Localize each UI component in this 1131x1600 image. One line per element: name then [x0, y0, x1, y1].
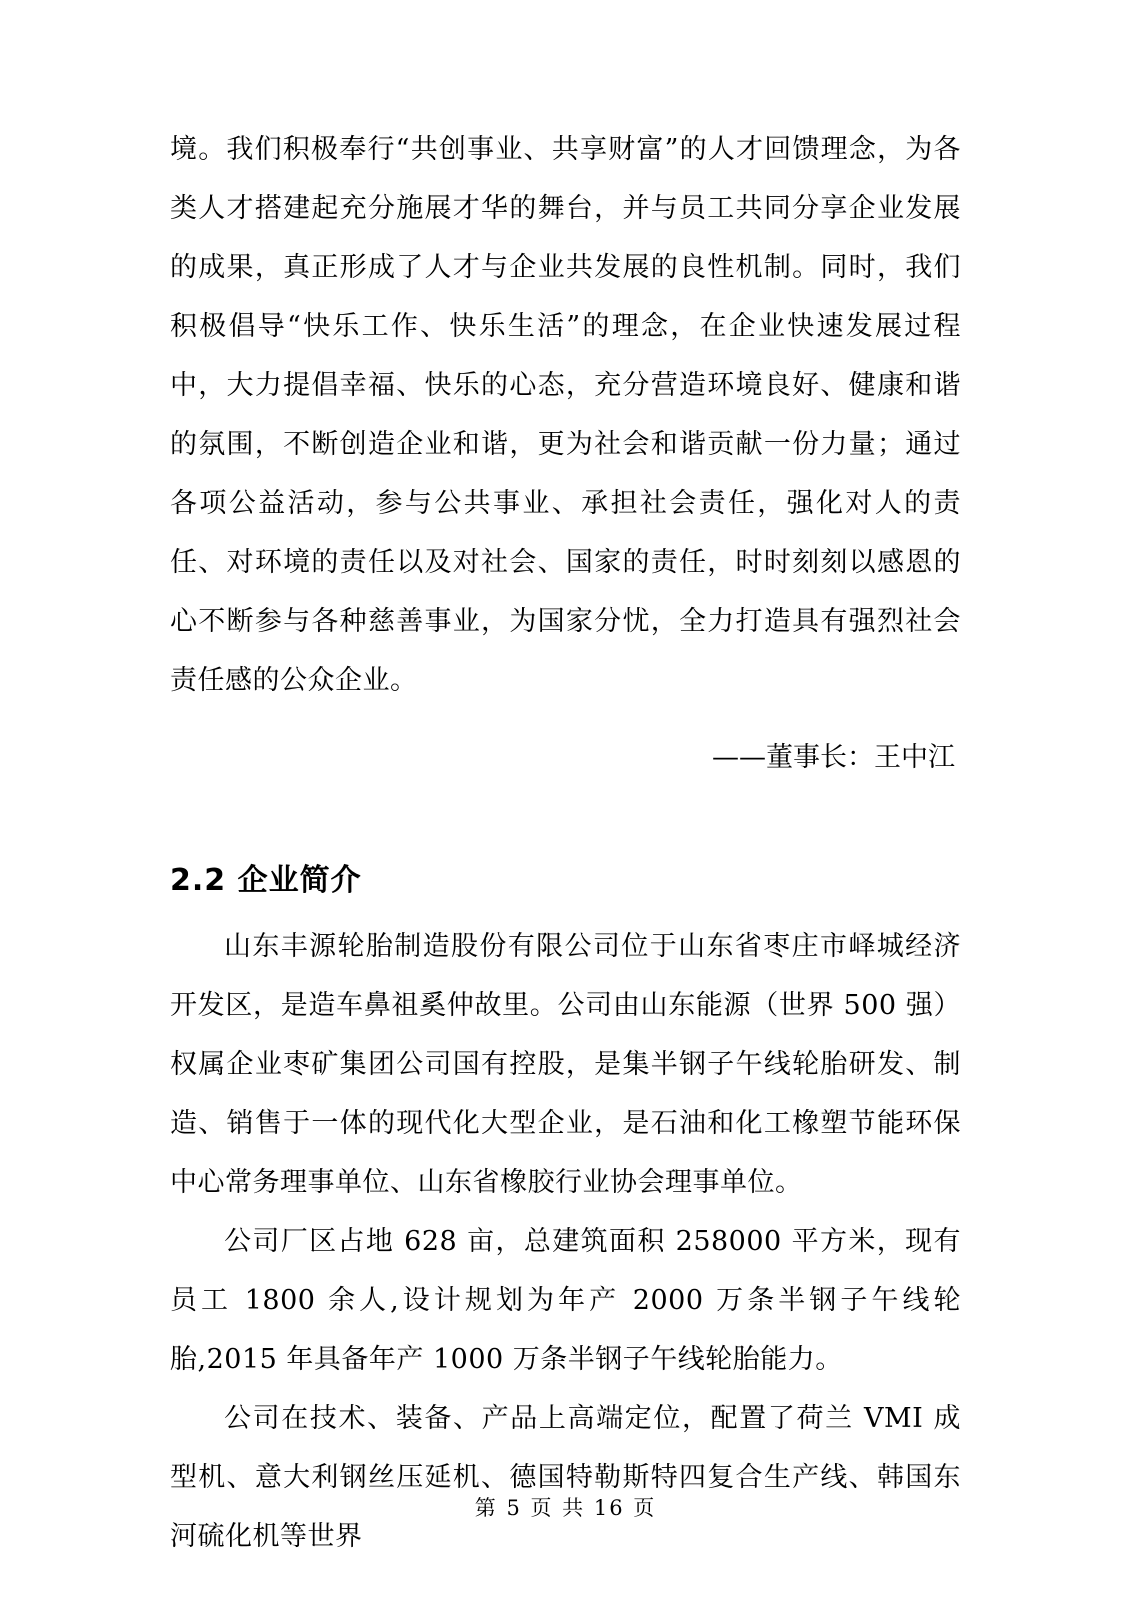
paragraph-continued: 境。我们积极奉行“共创事业、共享财富”的人才回馈理念，为各类人才搭建起充分施展才华的舞台，并与员工共同分享企业发展的成果，真正形成了人才与企业共发展的良性机制。同时，我们积极倡导“快乐工作、快乐生活”的理念，在企业快速发展过程中，大力提倡幸福、快乐的心态，充分营造环境良好、健康和谐的氛围，不断创造企业和谐，更为社会和谐贡献一份力量；通过各项公益活动，参与公共事业、承担社会责任，强化对人的责任、对环境的责任以及对社会、国家的责任，时时刻刻以感恩的心不断参与各种慈善事业，为国家分忧，全力打造具有强烈社会责任感的公众企业。	[170, 134, 961, 696]
section-body-2-2	[170, 917, 961, 1566]
page-footer: 第 5 页 共 16 页	[474, 1496, 657, 1520]
section-heading-2-2: 2.2 企业简介	[170, 863, 362, 898]
paragraph-company-scale: 公司厂区占地 628 亩，总建筑面积 258000 平方米，现有员工 1800 余人,设计规划为年产 2000 万条半钢子午线轮胎,2015 年具备年产 1000 万条半钢子午线轮胎能力。	[170, 1226, 961, 1375]
paragraph-company-location: 山东丰源轮胎制造股份有限公司位于山东省枣庄市峄城经济开发区，是造车鼻祖奚仲故里。公司由山东能源（世界 500 强）权属企业枣矿集团公司国有控股，是集半钢子午线轮胎研发、制造、销售于一体的现代化大型企业，是石油和化工橡塑节能环保中心常务理事单位、山东省橡胶行业协会理事单位。	[170, 931, 961, 1198]
chairman-signature: ——董事长：王中江	[712, 742, 955, 773]
continued-text-block	[170, 120, 961, 710]
paragraph-company-equipment: 公司在技术、装备、产品上高端定位，配置了荷兰 VMI 成型机、意大利钢丝压延机、德国特勒斯特四复合生产线、韩国东河硫化机等世界	[170, 1403, 961, 1552]
